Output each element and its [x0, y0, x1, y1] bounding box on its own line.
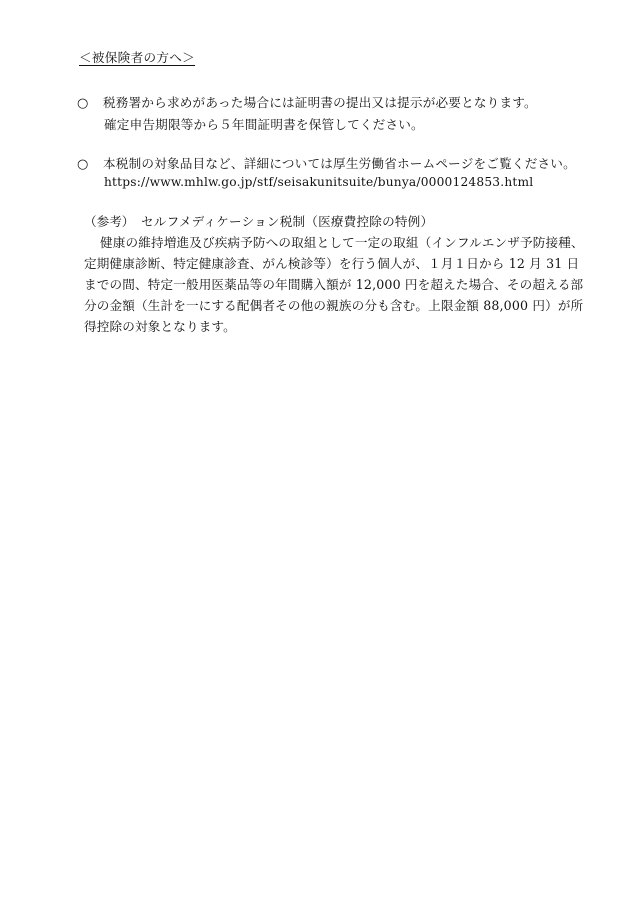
circle-bullet-icon: ○	[77, 96, 89, 111]
page-heading: ＜被保険者の方へ＞	[79, 50, 196, 65]
reference-body	[84, 232, 584, 337]
reference-line: 健康の維持増進及び疾病予防への取組として一定の取組（インフルエンザ予防接種、	[100, 235, 584, 250]
reference-title: セルフメディケーション税制（医療費控除の特例）	[141, 214, 434, 229]
mhlw-url-link[interactable]: https://www.mhlw.go.jp/stf/seisakunitsuite/bunya/0000124853.html	[104, 175, 534, 189]
circle-bullet-icon: ○	[77, 157, 89, 172]
reference-section	[84, 211, 584, 337]
reference-line: 定期健康診断、特定健康診査、がん検診等）を行う個人が、１月１日から 12 月 31 日	[84, 256, 580, 271]
reference-line: 分の金額（生計を一にする配偶者その他の親族の分も含む。上限金額 88,000 円）が所	[84, 298, 584, 313]
notice-item-certificate	[77, 92, 557, 136]
notice-item-details	[77, 153, 576, 197]
reference-line: 得控除の対象となります。	[84, 319, 236, 334]
notice-text: 税務署から求めがあった場合には証明書の提出又は提示が必要となります。	[103, 95, 537, 110]
notice-text-continued: 確定申告期限等から５年間証明書を保管してください。	[104, 117, 424, 132]
notice-text: 本税制の対象品目など、詳細については厚生労働省ホームページをご覧ください。	[103, 156, 576, 171]
reference-line: までの間、特定一般用医薬品等の年間購入額が 12,000 円を超えた場合、その超える部	[84, 277, 584, 292]
reference-label: （参考）	[84, 214, 135, 229]
